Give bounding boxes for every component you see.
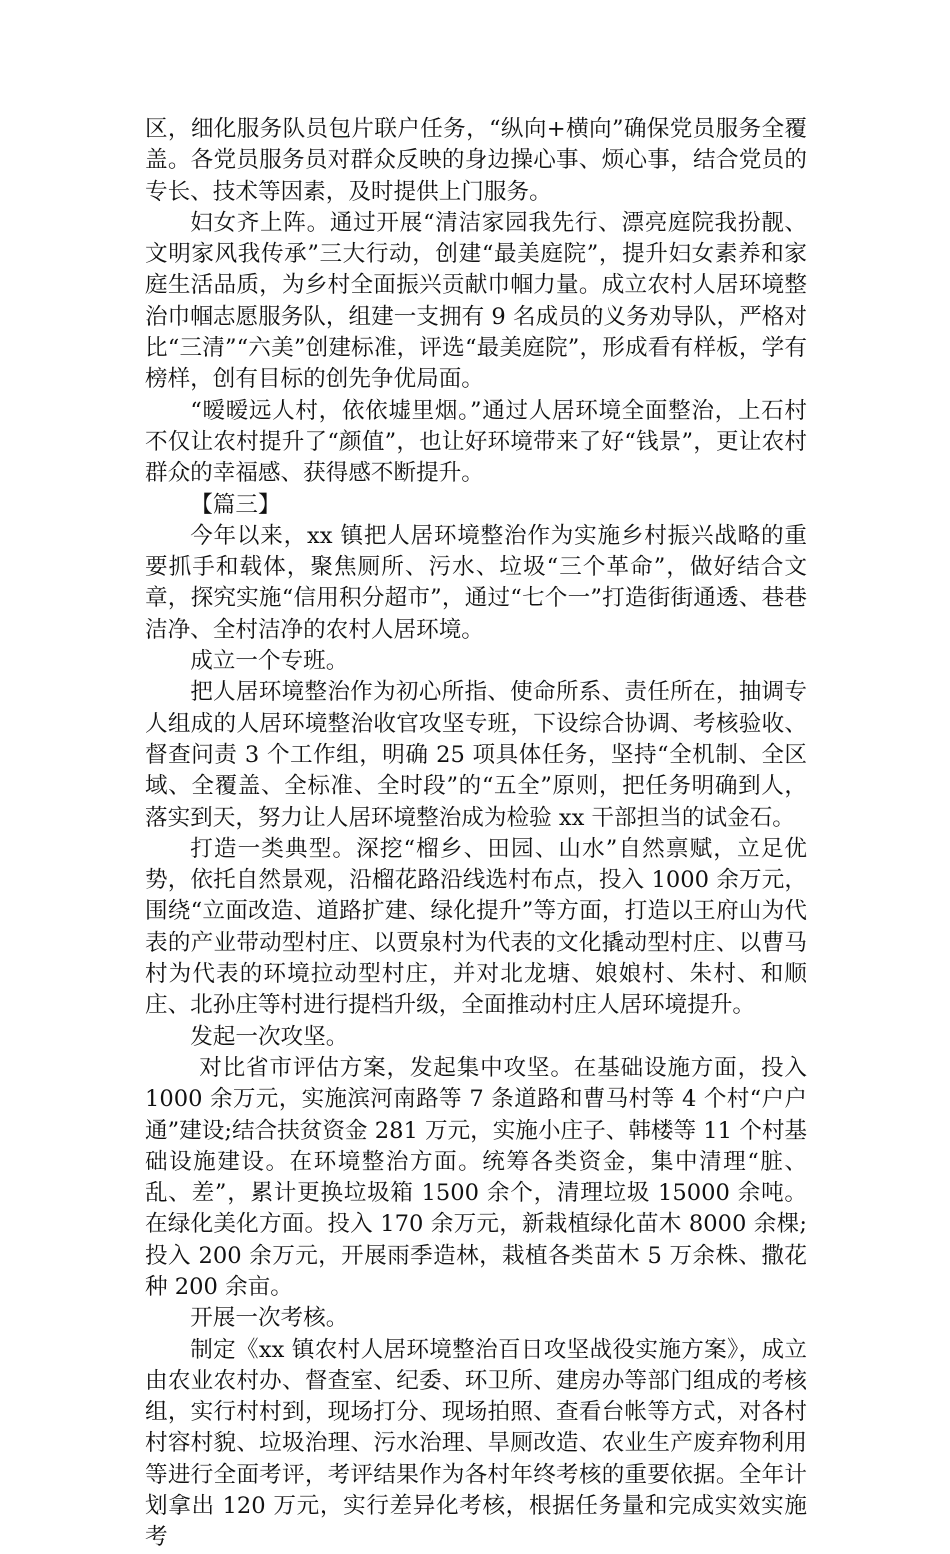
paragraph-intro: 今年以来，xx 镇把人居环境整治作为实施乡村振兴战略的重要抓手和载体，聚焦厕所、污水、垃圾“三个革命”，做好结合文章，探究实施“信用积分超市”，通过“七个一”打造街街通透、巷巷洁净、全村洁净的农村人居环境。 (145, 522, 807, 643)
subheading-special-team: 成立一个专班。 (190, 648, 349, 675)
document-page (145, 114, 807, 1554)
paragraph-continuation: 区，细化服务队员包片联户任务，“纵向+横向”确保党员服务全覆盖。各党员服务员对群众反映的身边操心事、烦心事，结合党员的专长、技术等因素，及时提供上门服务。 (145, 116, 807, 205)
section-heading-part-three: 【篇三】 (190, 491, 281, 518)
paragraph-assessment: 制定《xx 镇农村人居环境整治百日攻坚战役实施方案》，成立由农业农村办、督查室、纪委、环卫所、建房办等部门组成的考核组，实行村村到，现场打分、现场拍照、查看台帐等方式，对各村村容村貌、垃圾治理、污水治理、旱厕改造、农业生产废弃物利用等进行全面考评，考评结果作为各村年终考核的重要依据。全年计划拿出 120 万元，实行差异化考核，根据任务量和完成实效实施考 (145, 1336, 807, 1551)
paragraph-women-team: 妇女齐上阵。通过开展“清洁家园我先行、漂亮庭院我扮靓、文明家风我传承”三大行动，创建“最美庭院”，提升妇女素养和家庭生活品质，为乡村全面振兴贡献巾帼力量。成立农村人居环境整治巾帼志愿服务队，组建一支拥有 9 名成员的义务劝导队，严格对比“三清”“六美”创建标准，评选“最美庭院”，形成看有样板，学有榜样，创有目标的创先争优局面。 (145, 209, 807, 393)
paragraph-special-team: 把人居环境整治作为初心所指、使命所系、责任所在，抽调专人组成的人居环境整治收官攻坚专班，下设综合协调、考核验收、督查问责 3 个工作组，明确 25 项具体任务，坚持“全机制、全区域、全覆盖、全标准、全时段”的“五全”原则，把任务明确到人，落实到天，努力让人居环境整治成为检验 xx 干部担当的试金石。 (145, 679, 807, 831)
paragraph-typical-model: 打造一类典型。深挖“榴乡、田园、山水”自然禀赋，立足优势，依托自然景观，沿榴花路沿线选村布点，投入 1000 余万元，围绕“立面改造、道路扩建、绿化提升”等方面，打造以王府山为代表的产业带动型村庄、以贾泉村为代表的文化撬动型村庄、以曹马村为代表的环境拉动型村庄，并对北龙塘、娘娘村、朱村、和顺庄、北孙庄等村进行提档升级，全面推动村庄人居环境提升。 (145, 835, 807, 1019)
paragraph-poem-quote: “暧暧远人村，依依墟里烟。”通过人居环境全面整治，上石村不仅让农村提升了“颜值”，也让好环境带来了好“钱景”，更让农村群众的幸福感、获得感不断提升。 (145, 397, 807, 487)
paragraph-campaign: 对比省市评估方案，发起集中攻坚。在基础设施方面，投入 1000 余万元，实施滨河南路等 7 条道路和曹马村等 4 个村“户户通”建设;结合扶贫资金 281 万元，实施小庄子、韩楼等 11 个村基础设施建设。在环境整治方面。统筹各类资金，集中清理“脏、乱、差”，累计更换垃圾箱 1500 余个，清理垃圾 15000 余吨。在绿化美化方面。投入 170 余万元，新栽植绿化苗木 8000 余棵;投入 200 余万元，开展雨季造林，栽植各类苗木 5 万余株、撒花种 200 余亩。 (145, 1054, 808, 1300)
subheading-assessment: 开展一次考核。 (190, 1305, 349, 1332)
subheading-campaign: 发起一次攻坚。 (190, 1023, 349, 1050)
